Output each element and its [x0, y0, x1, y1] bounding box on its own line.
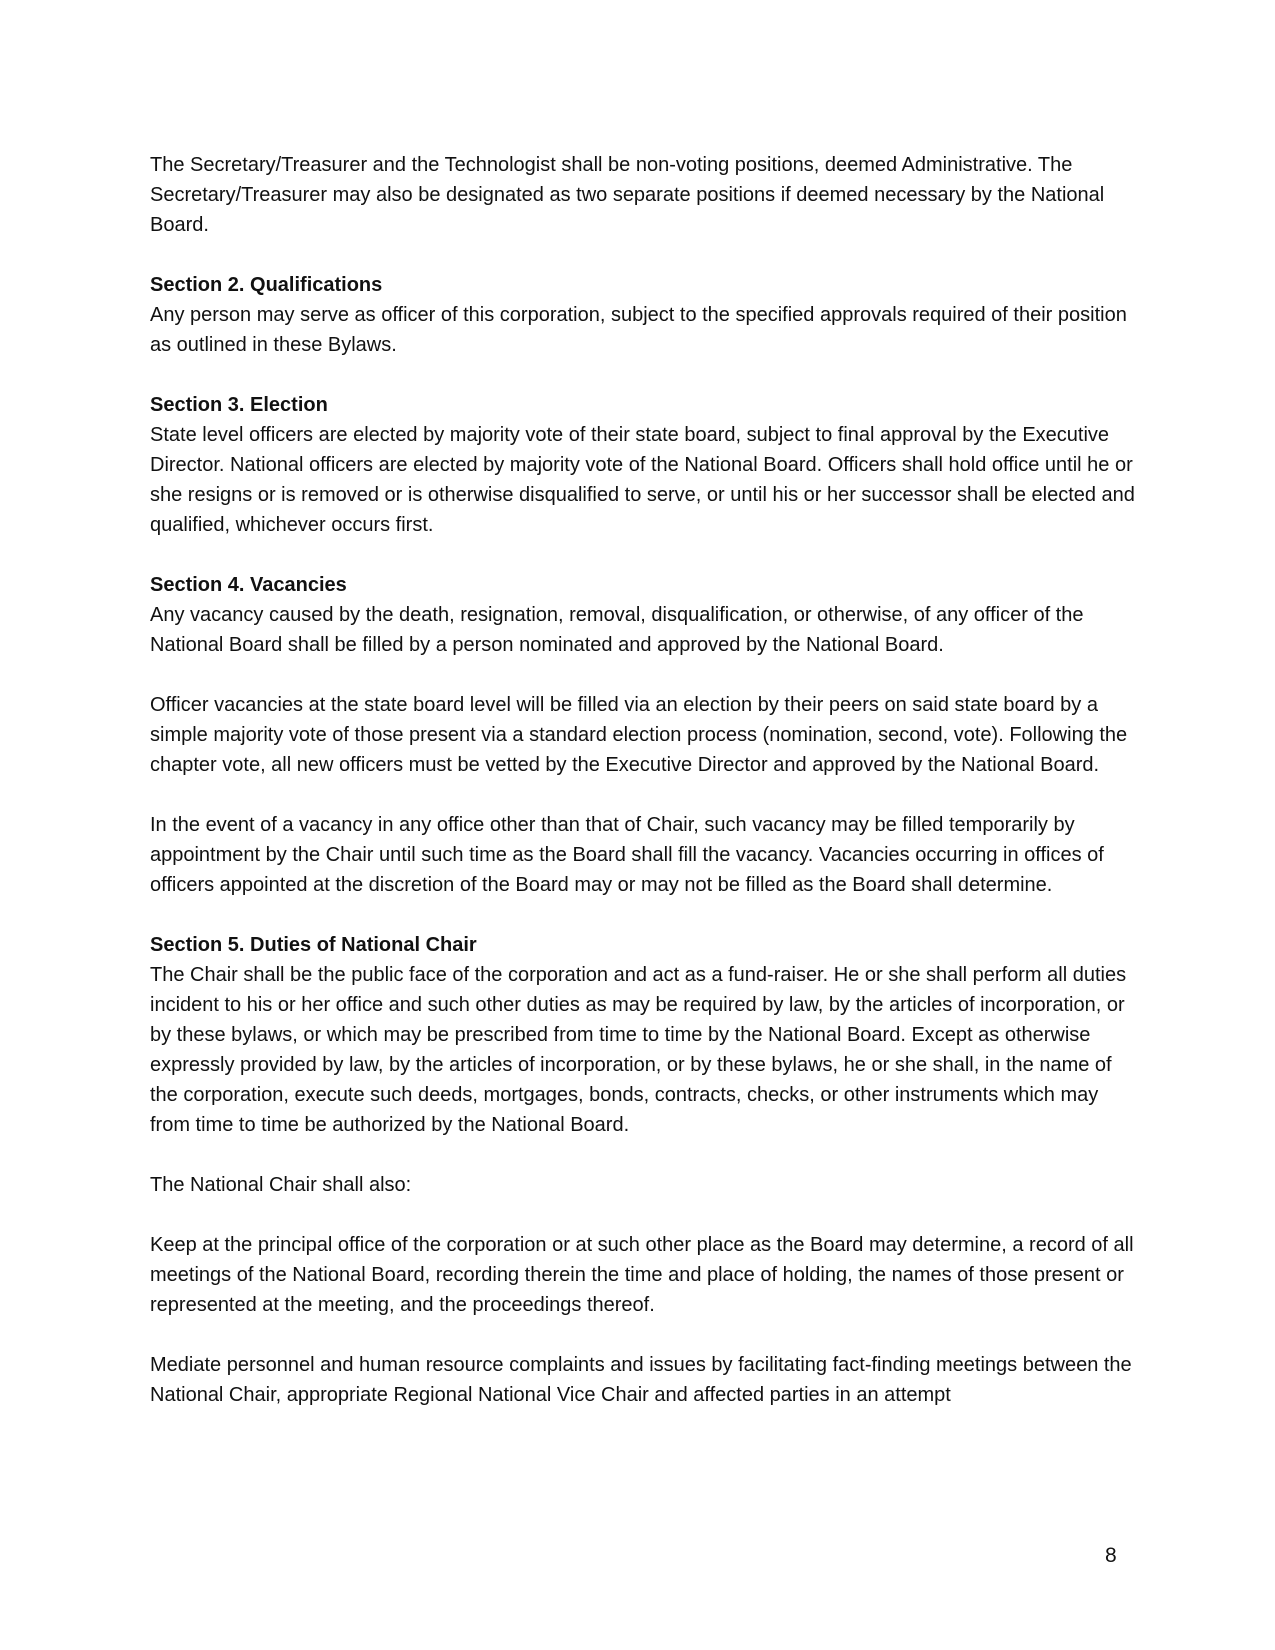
paragraph-text: The Secretary/Treasurer and the Technologist shall be non-voting positions, deemed Administrative. The Secretary/Treasurer may also be designated as two separate positions if deemed necessary by the National Board.	[150, 154, 1105, 236]
paragraph-text: The Chair shall be the public face of the corporation and act as a fund-raiser. He or she shall perform all duties incident to his or her office and such other duties as may be required by law, by the articles of incorporation, or by these bylaws, or which may be prescribed from time to time by the National Board. Except as otherwise expressly provided by law, by the articles of incorporation, or by these bylaws, he or she shall, in the name of the corporation, execute such deeds, mortgages, bonds, contracts, checks, or other instruments which may from time to time be authorized by the National Board.	[150, 964, 1127, 1136]
paragraph-text: In the event of a vacancy in any office other than that of Chair, such vacancy may be filled temporarily by appointment by the Chair until such time as the Board shall fill the vacancy. Vacancies occurring in offices of officers appointed at the discretion of the Board may or may not be filled as the Board shall determine.	[150, 814, 1104, 896]
section-vacancies	[150, 570, 1140, 660]
paragraph-meeting-records	[150, 1230, 1140, 1320]
paragraph-chair-also	[150, 1170, 1140, 1200]
document-page	[150, 150, 1140, 1440]
paragraph-text: Mediate personnel and human resource complaints and issues by facilitating fact-finding meetings between the National Chair, appropriate Regional National Vice Chair and affected parties in an attempt	[150, 1354, 1132, 1406]
paragraph-text: Any person may serve as officer of this corporation, subject to the specified approvals required of their position as outlined in these Bylaws.	[150, 304, 1127, 356]
paragraph-administrative-positions	[150, 150, 1140, 240]
section-heading: Section 2. Qualifications	[150, 274, 383, 296]
paragraph-text: The National Chair shall also:	[150, 1174, 412, 1196]
section-qualifications	[150, 270, 1140, 360]
paragraph-text: Officer vacancies at the state board level will be filled via an election by their peers on said state board by a simple majority vote of those present via a standard election process (nomination, second, vote). Following the chapter vote, all new officers must be vetted by the Executive Director and approved by the National Board.	[150, 694, 1128, 776]
paragraph-mediate-complaints	[150, 1350, 1140, 1410]
section-election	[150, 390, 1140, 540]
section-heading: Section 5. Duties of National Chair	[150, 934, 477, 956]
section-heading: Section 4. Vacancies	[150, 574, 347, 596]
paragraph-text: State level officers are elected by majority vote of their state board, subject to final approval by the Executive Director. National officers are elected by majority vote of the National Board. Officers shall hold office until he or she resigns or is removed or is otherwise disqualified to serve, or until his or her successor shall be elected and qualified, whichever occurs first.	[150, 424, 1135, 536]
page-number: 8	[1105, 1544, 1117, 1567]
paragraph-state-vacancies	[150, 690, 1140, 780]
section-duties-national-chair	[150, 930, 1140, 1140]
section-heading: Section 3. Election	[150, 394, 328, 416]
paragraph-temporary-vacancies	[150, 810, 1140, 900]
paragraph-text: Keep at the principal office of the corporation or at such other place as the Board may determine, a record of all meetings of the National Board, recording therein the time and place of holding, the names of those present or represented at the meeting, and the proceedings thereof.	[150, 1234, 1134, 1316]
paragraph-text: Any vacancy caused by the death, resignation, removal, disqualification, or otherwise, of any officer of the National Board shall be filled by a person nominated and approved by the National Board.	[150, 604, 1084, 656]
